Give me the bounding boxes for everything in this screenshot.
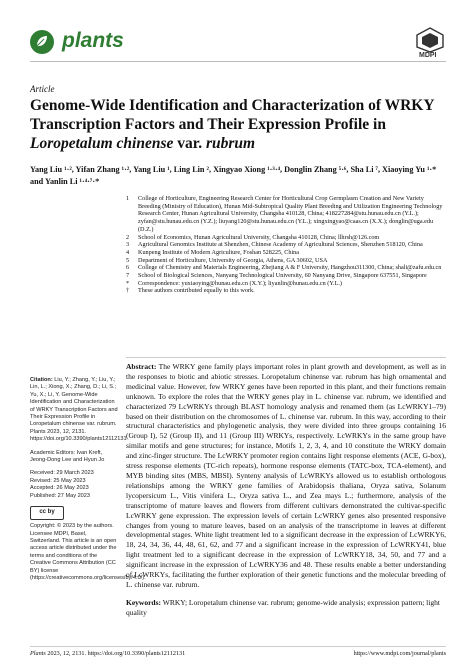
leaf-icon	[30, 30, 54, 54]
affiliation-text: College of Chemistry and Materials Engineering, Zhejiang A & F University, Hangzhou311300, China; shali@zafu.edu.cn	[138, 264, 442, 272]
affiliation-number: 7	[126, 272, 130, 280]
affiliation-item	[126, 234, 446, 242]
affiliation-number: 4	[126, 248, 130, 256]
published-date: Published: 27 May 2023	[30, 492, 91, 499]
abstract	[126, 362, 446, 590]
affiliation-text: School of Economics, Hunan Agricultural University, Changsha 410128, China; llhrsh@126.com	[138, 233, 380, 241]
citation-label: Citation:	[30, 377, 53, 383]
received-date: Received: 29 March 2023	[30, 470, 94, 477]
footer-doi: 2023, 12, 2131. https://doi.org/10.3390/plants12112131	[45, 650, 186, 657]
copyright-notice: Copyright: © 2023 by the authors. Licensee MDPI, Basel, Switzerland. This article is an open access article distributed under the terms and conditions of the Creative Commons Attribution (CC BY) license (https://creativecommons.org/licenses/by/4.0/).	[30, 523, 146, 581]
affiliation-item	[126, 264, 446, 272]
affiliation-text: Agricultural Genomics Institute at Shenzhen, Chinese Academy of Agricultural Sciences, Shenzhen 518120, China	[138, 241, 423, 249]
journal-name[interactable]: plants	[62, 29, 124, 52]
keywords-label: Keywords:	[126, 598, 161, 607]
title-variety: rubrum	[205, 135, 256, 152]
title-line-3	[30, 134, 450, 153]
affiliation-text: College of Horticulture, Engineering Research Center for Horticultural Crop Germplasm Creation and New Variety Breeding (Ministry of Education), Hunan Mid-Subtropical Quality Plant Breeding and Utilization Engineering Technology Research Center, Hunan Agricultural University, Changsha 410128, China; 418227284@stu.hunau.edu.cn (Y.L.); zyfan@stu.hunau.edu.cn (Y.Z.); liuyang120@stu.hunau.edu.cn (Y.L.); xingxingyao@caas.cn (X.X.); donglin@uga.edu (D.Z.)	[138, 195, 443, 233]
affiliations	[126, 195, 446, 295]
affiliation-number: *	[126, 279, 130, 287]
affiliation-item	[126, 287, 446, 295]
affiliation-item	[126, 257, 446, 265]
affiliation-number: 3	[126, 241, 130, 249]
affiliation-number: 1	[126, 195, 130, 202]
affiliation-number: †	[126, 287, 130, 295]
affiliation-divider	[126, 357, 446, 358]
affiliation-item	[126, 280, 446, 288]
citation-block	[30, 377, 127, 444]
academic-editors	[30, 450, 118, 465]
abstract-label: Abstract:	[126, 362, 157, 371]
author-line-2: and Yanlin Li ¹·⁴·⁷·*	[30, 177, 100, 186]
keywords	[126, 598, 446, 618]
footer-journal: Plants	[30, 650, 46, 657]
article-title	[30, 96, 450, 153]
keywords-text: WRKY; Loropetalum chinense var. rubrum; genome-wide analysis; expression pattern; light quality	[126, 598, 440, 617]
footer-divider	[30, 646, 446, 647]
author-line-1: Yang Liu ¹·², Yifan Zhang ¹·², Yang Liu ¹, Ling Lin ², Xingyao Xiong ¹·³·⁴, Donglin Zhang ⁵·⁶, Sha Li ⁷, Xiaoying Yu ¹·*	[30, 165, 437, 174]
accepted-date: Accepted: 26 May 2023	[30, 485, 89, 492]
affiliation-item	[126, 241, 446, 249]
header-divider	[30, 61, 446, 62]
affiliation-text: These authors contributed equally to this work.	[138, 287, 255, 295]
editors-label: Academic Editors:	[30, 449, 76, 456]
affiliation-item	[126, 195, 446, 234]
affiliation-text: Correspondence: yuxiaoying@hunau.edu.cn (X.Y.); liyanlin@hunau.edu.cn (Y.L.)	[138, 279, 342, 287]
affiliation-text: Kunpeng Institute of Modern Agriculture, Foshan 528225, China	[138, 248, 300, 256]
affiliation-number: 6	[126, 264, 130, 272]
citation-sidebar	[30, 377, 146, 582]
affiliation-number: 2	[126, 233, 130, 241]
affiliation-number: 5	[126, 256, 130, 264]
article-type: Article	[30, 84, 55, 94]
affiliation-item	[126, 249, 446, 257]
footer-citation[interactable]	[30, 650, 185, 657]
affiliation-text: School of Biological Sciences, Nanyang Technological University, 60 Nanyang Drive, Singapore 637551, Singapore	[138, 272, 427, 280]
citation-text[interactable]: Liu, Y.; Zhang, Y.; Liu, Y.; Lin, L.; Xiong, X.; Zhang, D.; Li, S.; Yu, X.; Li, Y. Genome-Wide Identification and Characterization of WRKY Transcription Factors and Their Expression Profile in Loropetalum chinense var. rubrum. Plants 2023, 12, 2131. https://doi.org/10.3390/plants12112131	[30, 377, 127, 443]
abstract-text: The WRKY gene family plays important roles in plant growth and development, as well as in the responses to biotic and abiotic stresses. Loropetalum chinense var. rubrum has high ornamental and medicinal value. However, few WRKY genes have been reported in this plant, and their functions remain unknown. To explore the roles that the WRKY genes play in L. chinense var. rubrum, we identified and characterized 79 LcWRKYs through BLAST homology analysis and renamed them (as LcWRKY1–79) based on their distribution on the chromosomes of L. chinense var. rubrum. In this way, according to their structural characteristics and phylogenetic analysis, they were divided into three groups containing 16 (Group I), 52 (Group II), and 11 (Group III) WRKYs, respectively. LcWRKYs in the same group have similar motifs and gene structures; for instance, Motifs 1, 2, 3, 4, and 10 constitute the WRKY domain and zinc-finger structure. The LcWRKY promoter region contains light response elements (ACE, G-box), stress response elements (TC-rich repeats), hormone response elements (TATC-box, TCA-element), and MYB binding sites (MBS, MBSI). Synteny analysis of LcWRKYs allowed us to establish orthologous relationships among the WRKY gene families of Arabidopsis thaliana, Oryza sativa, Solanum lycopersicum L., Vitis vinifera L., Oryza sativa L., and Zea mays L.; furthermore, analysis of the transcriptome of mature leaves and flowers from different cultivars demonstrated the cultivar-specific LcWRKY gene expression. The expression levels of certain LcWRKY genes also presented responsive changes from young to mature leaves, based on an analysis of the transcriptome in leaves at different developmental stages. White light treatment led to a significant decrease in the expression of LcWRKY6, 18, 24, 34, 36, 44, 48, 61, 62, and 77 and a significant increase in the expression of LcWRKY41, blue light treatment led to a significant decrease in the expression of LcWRKY18, 34, 50, and 77 and a significant increase in the expression of LcWRKY36 and 48. These results enable a better understanding of LcWRKYs, facilitating the further exploration of their genetic functions and the molecular breeding of L. chinense var. rubrum.	[126, 362, 446, 589]
editors-text: Ivan Kreft, Jeong-Dong Lee and Hyun Jo	[30, 449, 105, 464]
mdpi-logo-icon[interactable]	[415, 27, 445, 53]
cc-by-license-icon[interactable]: cc by	[30, 506, 64, 520]
title-line-2: Transcription Factors and Their Expression Profile in	[30, 116, 386, 133]
footer-journal-link[interactable]: https://www.mdpi.com/journal/plants	[353, 650, 446, 657]
affiliation-item	[126, 272, 446, 280]
affiliation-text: Department of Horticulture, University of Georgia, Athens, GA 30602, USA	[138, 256, 328, 264]
author-list	[30, 164, 450, 188]
title-line-1: Genome-Wide Identification and Characterization of WRKY	[30, 97, 435, 114]
title-var: var.	[173, 135, 206, 152]
revised-date: Revised: 25 May 2023	[30, 477, 86, 484]
title-species: Loropetalum chinense	[30, 135, 174, 152]
publisher-name: MDPI	[419, 52, 437, 59]
